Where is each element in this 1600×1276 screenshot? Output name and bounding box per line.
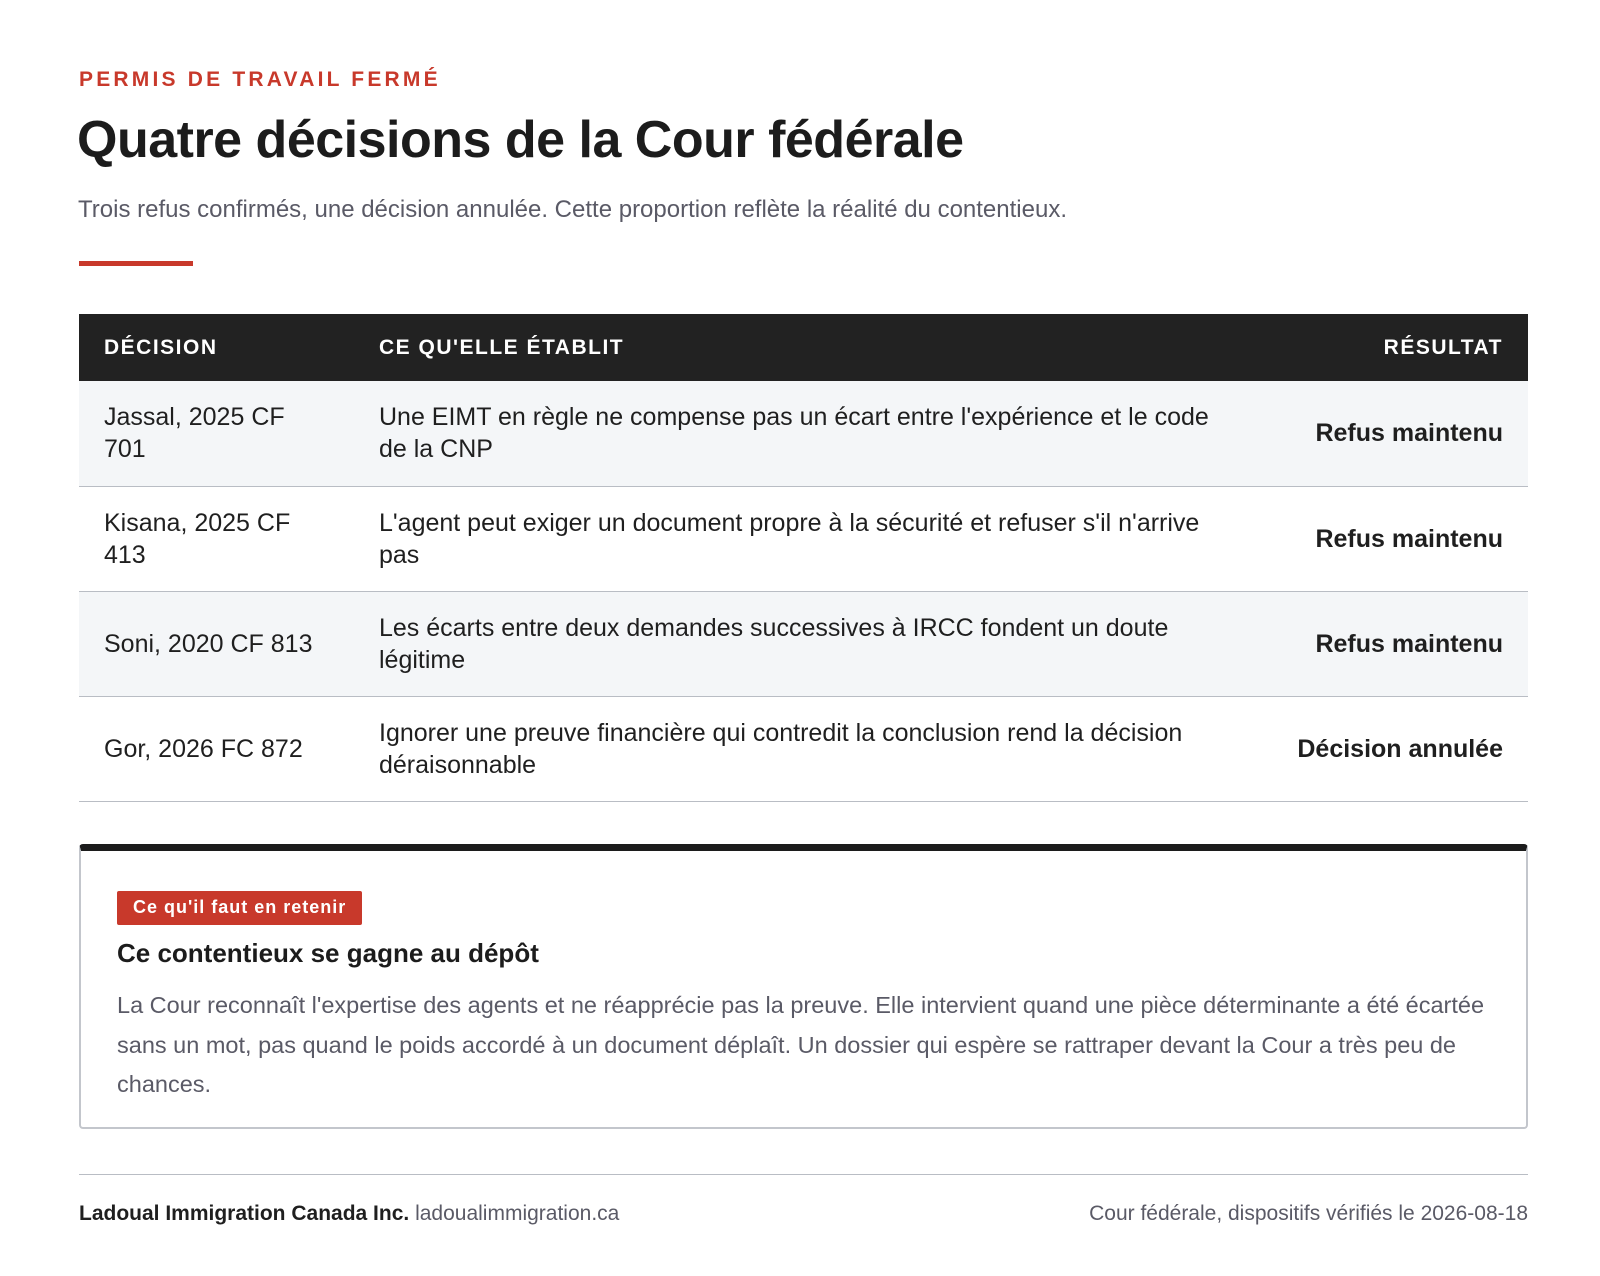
column-header-decision: DÉCISION: [104, 335, 218, 359]
takeaway-title: Ce contentieux se gagne au dépôt: [117, 938, 539, 968]
resultat-cell: Refus maintenu: [1315, 629, 1503, 658]
footer-source: Cour fédérale, dispositifs vérifiés le 2026-08-18: [1089, 1202, 1528, 1225]
etablit-cell: L'agent peut exiger un document propre à la sécurité et refuser s'il n'arrive pas: [379, 508, 1200, 569]
page-subtitle: Trois refus confirmés, une décision annulée. Cette proportion reflète la réalité du contentieux.: [78, 196, 1067, 223]
footer-credit: [79, 1202, 619, 1226]
etablit-cell: Les écarts entre deux demandes successives à IRCC fondent un doute légitime: [379, 613, 1169, 674]
page-title: Quatre décisions de la Cour fédérale: [77, 111, 964, 169]
takeaway-tag: Ce qu'il faut en retenir: [117, 891, 362, 925]
decisions-table: [79, 314, 1528, 802]
etablit-cell: Une EIMT en règle ne compense pas un écart entre l'expérience et le code de la CNP: [379, 403, 1209, 464]
column-header-resultat: RÉSULTAT: [1383, 335, 1503, 359]
table-row: [79, 486, 1528, 591]
decision-cell: Jassal, 2025 CF 701: [104, 403, 285, 464]
table-row: [79, 381, 1528, 486]
footer-divider: [79, 1174, 1528, 1175]
table-row: [79, 591, 1528, 696]
decision-cell: Gor, 2026 FC 872: [104, 734, 303, 763]
table-header-row: [79, 314, 1528, 381]
company-name: Ladoual Immigration Canada Inc.: [79, 1202, 410, 1225]
website-link[interactable]: ladoualimmigration.ca: [415, 1202, 620, 1225]
table-row: [79, 696, 1528, 801]
takeaway-box: [79, 844, 1528, 1129]
etablit-cell: Ignorer une preuve financière qui contredit la conclusion rend la décision déraisonnable: [379, 718, 1183, 779]
column-header-etablit: CE QU'ELLE ÉTABLIT: [379, 335, 625, 359]
resultat-cell: Décision annulée: [1297, 734, 1503, 763]
accent-divider: [79, 261, 193, 266]
decision-cell: Kisana, 2025 CF 413: [104, 508, 291, 569]
resultat-cell: Refus maintenu: [1315, 524, 1503, 553]
resultat-cell: Refus maintenu: [1315, 419, 1503, 448]
takeaway-body: La Cour reconnaît l'expertise des agents et ne réapprécie pas la preuve. Elle intervient quand une pièce déterminante a été écartée sans un mot, pas quand le poids accordé à un document déplaît. Un dossier qui espère se rattraper devant la Cour a très peu de chances.: [117, 992, 1485, 1097]
decision-cell: Soni, 2020 CF 813: [104, 629, 313, 658]
kicker: PERMIS DE TRAVAIL FERMÉ: [79, 68, 441, 91]
